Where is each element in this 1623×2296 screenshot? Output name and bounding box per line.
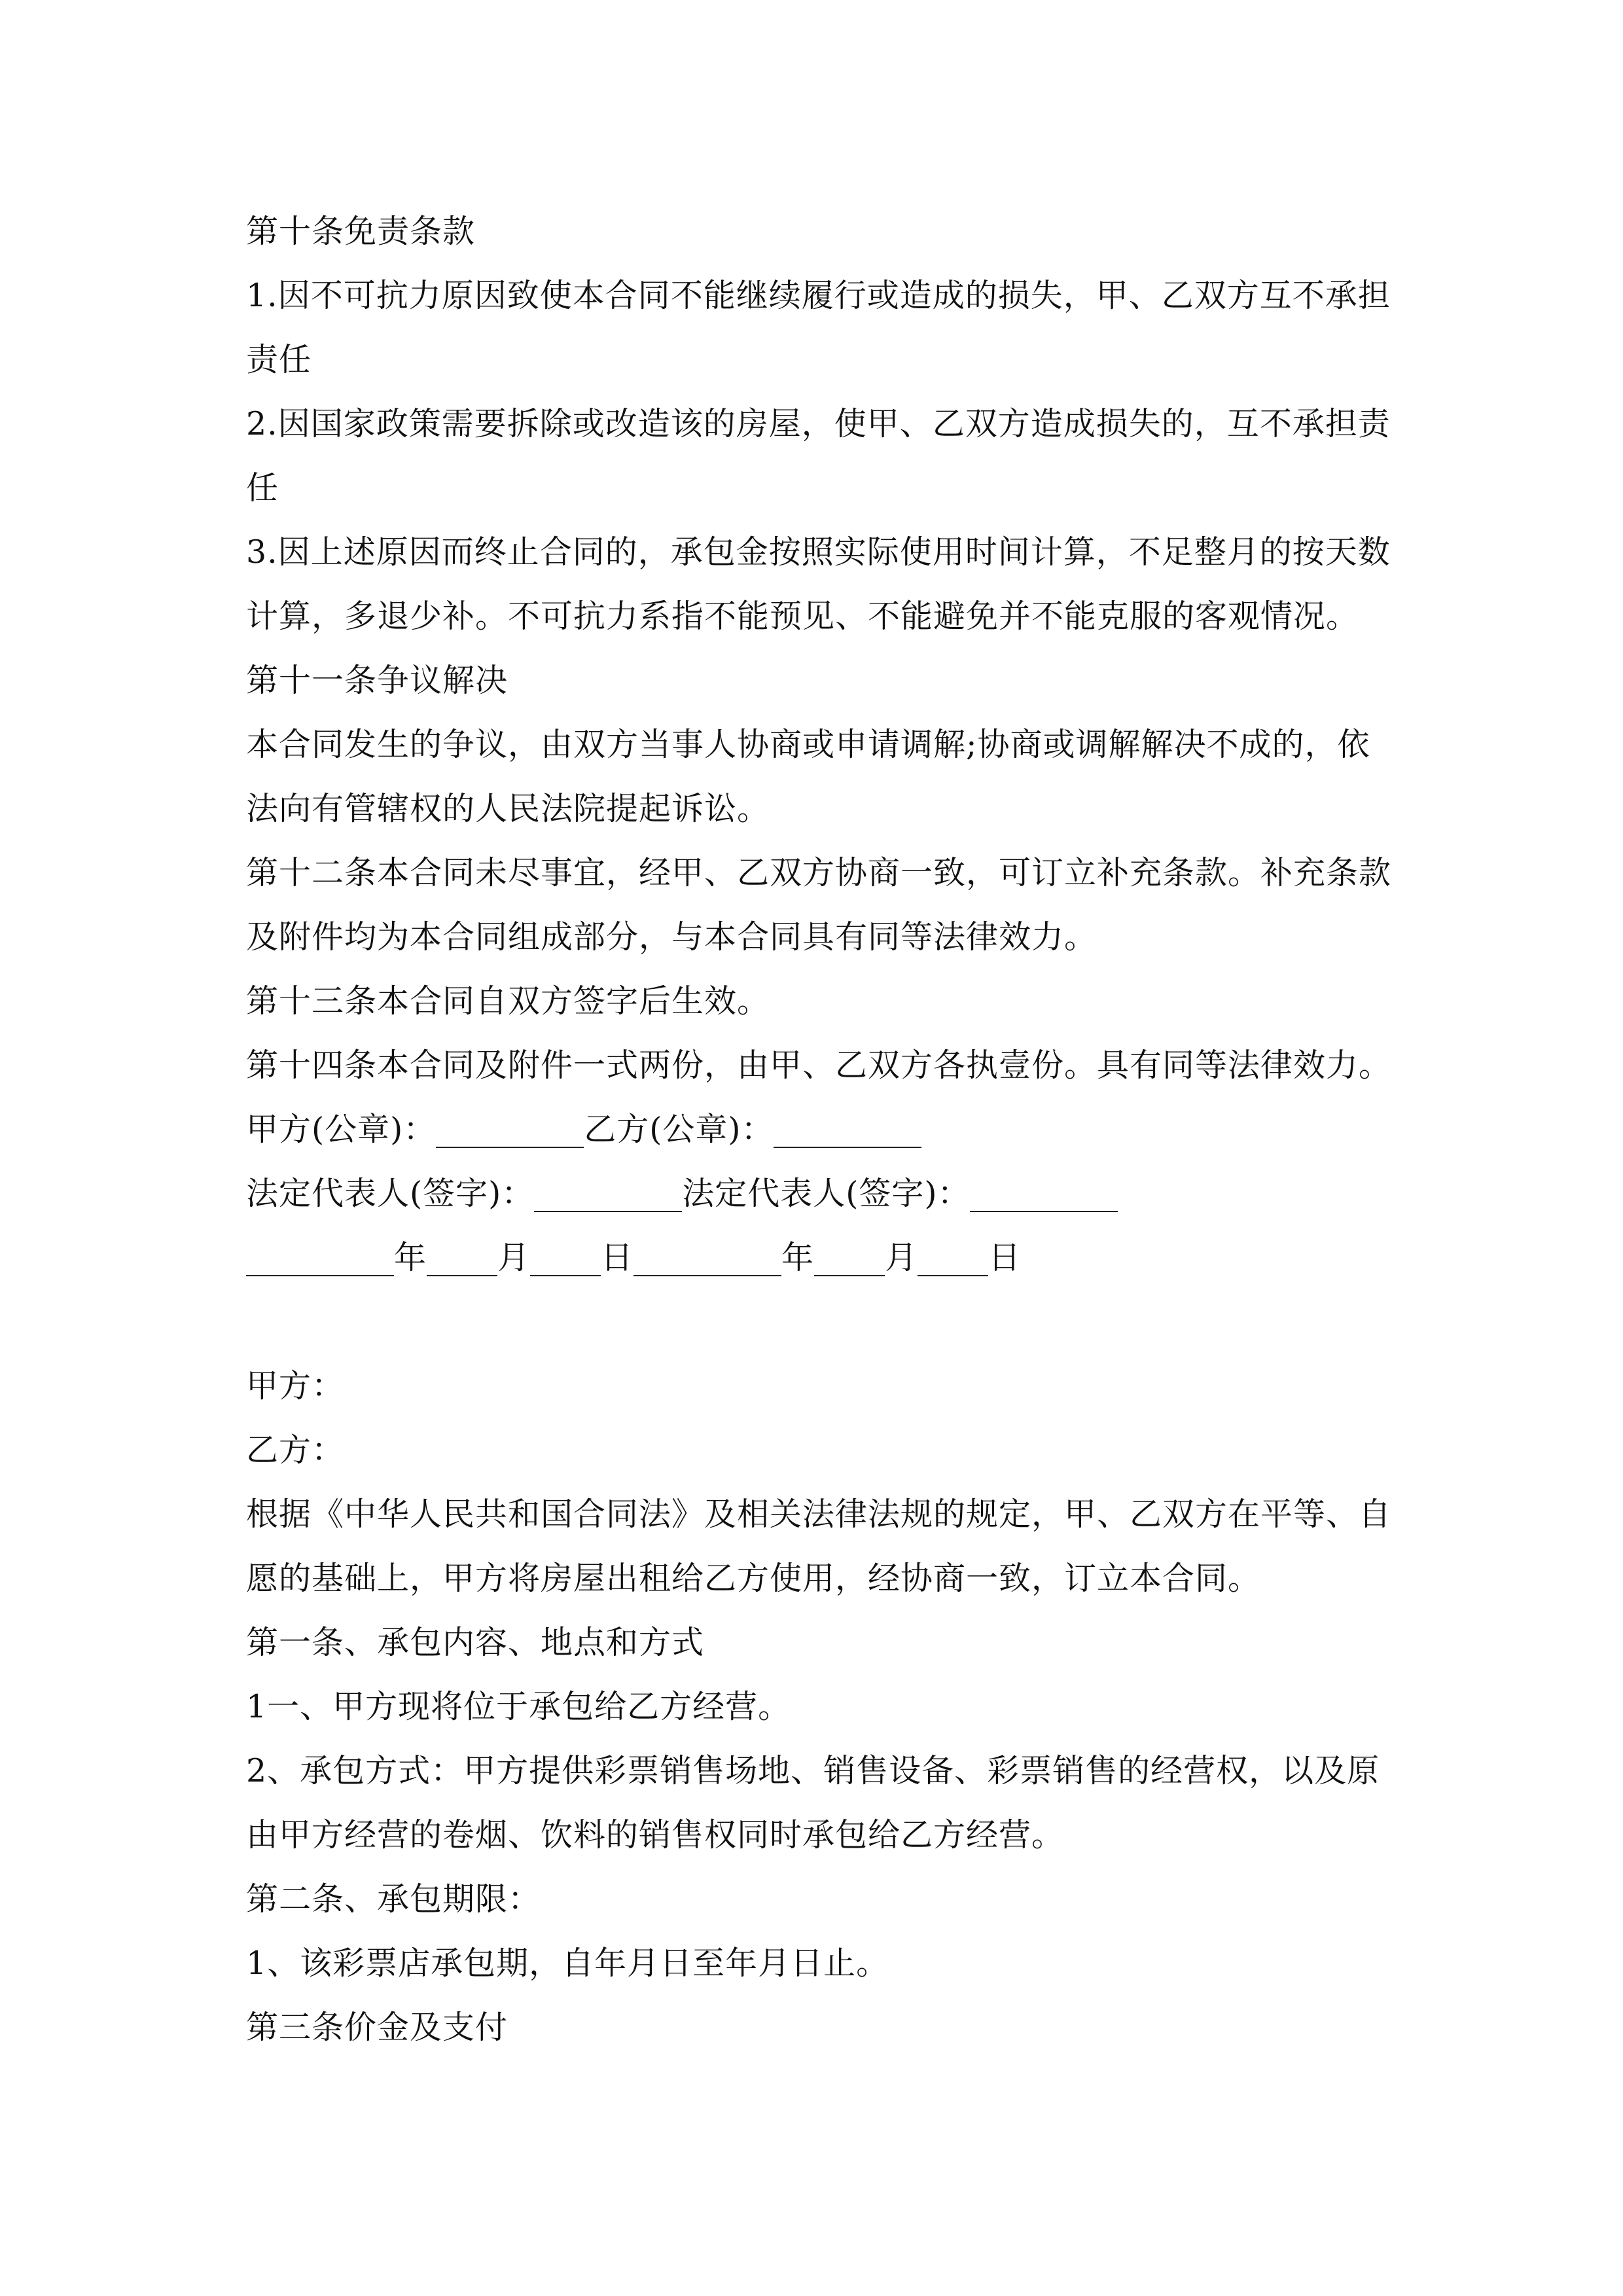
date-a-month-blank[interactable] bbox=[427, 1237, 497, 1276]
seal-line bbox=[246, 1098, 1418, 1162]
article-12-text: 第十二条本合同未尽事宜，经甲、乙双方协商一致，可订立补充条款。补充条款 bbox=[246, 854, 1392, 891]
article-10-clause-3-cont: 计算，多退少补。不可抗力系指不能预见、不能避免并不能克服的客观情况。 bbox=[246, 598, 1359, 635]
party-a-seal-blank[interactable] bbox=[436, 1109, 584, 1148]
date-line bbox=[246, 1226, 1418, 1290]
preamble: 根据《中华人民共和国合同法》及相关法律法规的规定，甲、乙双方在平等、自 bbox=[246, 1496, 1392, 1533]
rep-b-blank[interactable] bbox=[970, 1173, 1118, 1212]
article-11-text: 本合同发生的争议，由双方当事人协商或申请调解;协商或调解解决不成的，依 bbox=[246, 726, 1370, 763]
article-2-title: 第二条、承包期限： bbox=[246, 1880, 541, 1918]
article-10-clause-1-cont: 责任 bbox=[246, 341, 312, 378]
party-b-line: 乙方： bbox=[246, 1431, 345, 1469]
rep-a-label: 法定代表人(签字)： bbox=[246, 1175, 535, 1212]
date-b-year-label: 年 bbox=[781, 1239, 815, 1276]
article-10-clause-2-cont: 任 bbox=[246, 469, 279, 507]
article-1-item-1: 1一、甲方现将位于承包给乙方经营。 bbox=[246, 1688, 791, 1725]
section-gap bbox=[246, 1290, 1418, 1354]
article-3-title: 第三条价金及支付 bbox=[246, 2009, 508, 2046]
date-b-day-blank[interactable] bbox=[918, 1237, 988, 1276]
date-b-month-label: 月 bbox=[885, 1239, 918, 1276]
party-a-line: 甲方： bbox=[246, 1367, 345, 1405]
article-13-text: 第十三条本合同自双方签字后生效。 bbox=[246, 982, 770, 1020]
article-10-clause-3: 3.因上述原因而终止合同的，承包金按照实际使用时间计算，不足整月的按天数 bbox=[246, 533, 1391, 571]
date-b-year-blank[interactable] bbox=[633, 1237, 781, 1276]
date-a-day-label: 日 bbox=[601, 1239, 634, 1276]
article-10-title: 第十条免责条款 bbox=[246, 213, 476, 250]
date-b-month-blank[interactable] bbox=[814, 1237, 885, 1276]
article-2-item-1: 1、该彩票店承包期，自年月日至年月日止。 bbox=[246, 1945, 889, 1982]
article-12-text-cont: 及附件均为本合同组成部分，与本合同具有同等法律效力。 bbox=[246, 918, 1097, 956]
date-a-month-label: 月 bbox=[497, 1239, 531, 1276]
article-1-title: 第一条、承包内容、地点和方式 bbox=[246, 1624, 705, 1661]
party-b-seal-blank[interactable] bbox=[774, 1109, 921, 1148]
representative-line bbox=[246, 1162, 1418, 1226]
preamble-cont: 愿的基础上，甲方将房屋出租给乙方使用，经协商一致，订立本合同。 bbox=[246, 1560, 1261, 1597]
rep-a-blank[interactable] bbox=[534, 1173, 682, 1212]
date-a-year-label: 年 bbox=[394, 1239, 427, 1276]
date-a-day-blank[interactable] bbox=[530, 1237, 601, 1276]
article-1-item-2-cont: 由甲方经营的卷烟、饮料的销售权同时承包给乙方经营。 bbox=[246, 1816, 1065, 1854]
date-b-day-label: 日 bbox=[988, 1239, 1022, 1276]
party-b-seal-label: 乙方(公章)： bbox=[584, 1111, 774, 1148]
article-11-text-cont: 法向有管辖权的人民法院提起诉讼。 bbox=[246, 790, 770, 827]
rep-b-label: 法定代表人(签字)： bbox=[682, 1175, 971, 1212]
article-14-text: 第十四条本合同及附件一式两份，由甲、乙双方各执壹份。具有同等法律效力。 bbox=[246, 1047, 1392, 1084]
document-body bbox=[246, 200, 1418, 2060]
article-10-clause-1: 1.因不可抗力原因致使本合同不能继续履行或造成的损失，甲、乙双方互不承担 bbox=[246, 277, 1391, 314]
party-a-seal-label: 甲方(公章)： bbox=[246, 1111, 437, 1148]
article-10-clause-2: 2.因国家政策需要拆除或改造该的房屋，使甲、乙双方造成损失的，互不承担责 bbox=[246, 405, 1391, 442]
article-11-title: 第十一条争议解决 bbox=[246, 662, 508, 699]
article-1-item-2: 2、承包方式：甲方提供彩票销售场地、销售设备、彩票销售的经营权，以及原 bbox=[246, 1752, 1380, 1789]
date-a-year-blank[interactable] bbox=[246, 1237, 394, 1276]
